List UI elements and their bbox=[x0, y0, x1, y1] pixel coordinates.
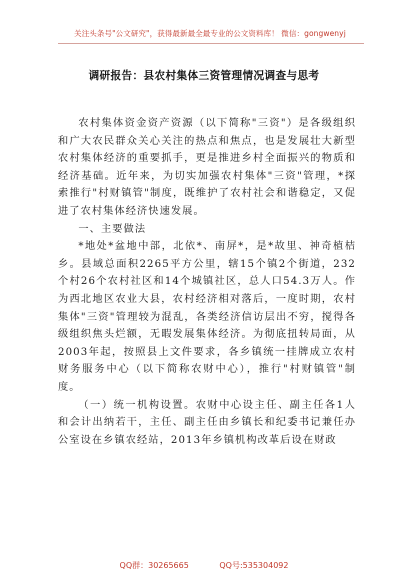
paragraph-measure-1: （一）统一机构设置。农财中心设主任、副主任各1人和会计出纳若干，主任、副主任由乡镇长和纪委书记兼任办公室设在乡镇农经站，2013年乡镇机构改革后设在财政 bbox=[58, 399, 356, 446]
paragraph-intro: 农村集体资金资产资源（以下简称"三资"）是各级组织和广大农民群众关心关注的热点和焦点，也是发展壮大新型农村集体经济的重要抓手，更是推进乡村全面振兴的物质和经济基础。近年来，为切实加强农村集体"三资"管理，*探索推行"村财镇管"制度，既维护了农村社会和谐稳定，又促进了农村集体经济快速发展。 bbox=[58, 118, 356, 217]
paragraph-background: *地处*盆地中部，北依*、南屏*，是*故里、神奇植桔乡。县域总面积2265平方公里，辖15个镇2个街道，232个村26个农村社区和14个城镇社区，总人口54.3万人。作为西北地区农业大县，农村经济相对落后，一度时期，农村集体"三资"管理较为混乱，各类经济信访层出不穷，搅得各级组织焦头烂额，无暇发展集体经济。为彻底扭转局面，从2003年起，按照县上文件要求，各乡镇统一挂牌成立农村财务服务中心（以下简称农财中心），推行"村财镇管"制度。 bbox=[58, 241, 356, 393]
document-body bbox=[58, 115, 356, 449]
footer-qq-group: QQ群：30265665 bbox=[119, 561, 189, 570]
document-title: 调研报告：县农村集体三资管理情况调查与思考 bbox=[88, 70, 320, 82]
header-divider bbox=[58, 43, 364, 44]
section-heading: 一、主要做法 bbox=[78, 223, 147, 235]
footer-qq-number: QQ号:535304092 bbox=[219, 561, 289, 570]
promo-banner: 关注头条号"公文研究"，获得最新最全最专业的公文资料库！ 微信：gongwenyj bbox=[74, 29, 346, 38]
footer-contacts bbox=[0, 560, 408, 571]
